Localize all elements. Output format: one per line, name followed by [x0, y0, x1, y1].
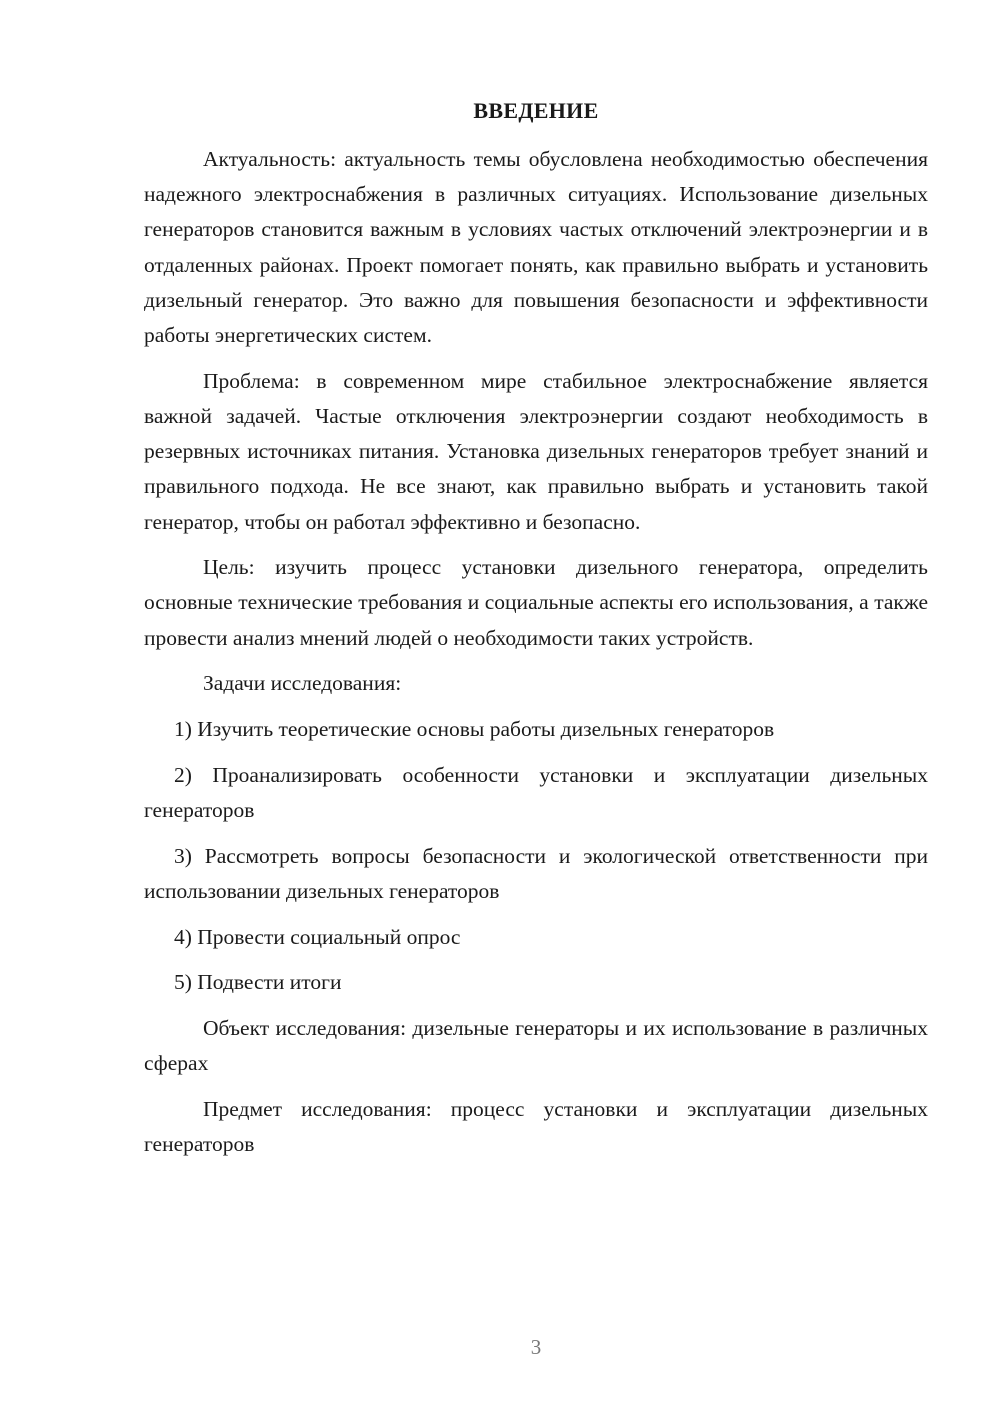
task-item-2: 2) Проанализировать особенности установки и эксплуатации дизельных генераторов [144, 762, 928, 822]
subject-paragraph: Предмет исследования: процесс установки и эксплуатации дизельных генераторов [144, 1096, 928, 1157]
task-item-4: 4) Провести социальный опрос [174, 924, 461, 949]
task-item-1: 1) Изучить теоретические основы работы дизельных генераторов [174, 717, 775, 742]
page-title: ВВЕДЕНИЕ [473, 98, 599, 123]
goal-paragraph: Цель: изучить процесс установки дизельного генератора, определить основные технические требования и социальные аспекты его использования, а также провести анализ мнений людей о необходимости таких устройств. [144, 555, 928, 650]
page-number: 3 [530, 1335, 542, 1359]
problem-paragraph: Проблема: в современном мире стабильное электроснабжение является важной задачей. Частые отключения электроэнергии создают необходимость в резервных источниках питания. Установка дизельных генераторов требует знаний и правильного подхода. Не все знают, как правильно выбрать и установить такой генератор, чтобы он работал эффективно и безопасно. [144, 368, 928, 534]
tasks-heading: Задачи исследования: [203, 671, 402, 696]
object-paragraph: Объект исследования: дизельные генераторы и их использование в различных сферах [144, 1015, 928, 1076]
task-item-5: 5) Подвести итоги [174, 970, 342, 995]
document-body [144, 142, 928, 1162]
relevance-paragraph: Актуальность: актуальность темы обусловлена необходимостью обеспечения надежного электроснабжения в различных ситуациях. Использование дизельных генераторов становится важным в условиях частых отключений электроэнергии и в отдаленных районах. Проект помогает понять, как правильно выбрать и установить дизельный генератор. Это важно для повышения безопасности и эффективности работы энергетических систем. [144, 147, 928, 348]
task-item-3: 3) Рассмотреть вопросы безопасности и экологической ответственности при использовании дизельных генераторов [144, 843, 928, 903]
